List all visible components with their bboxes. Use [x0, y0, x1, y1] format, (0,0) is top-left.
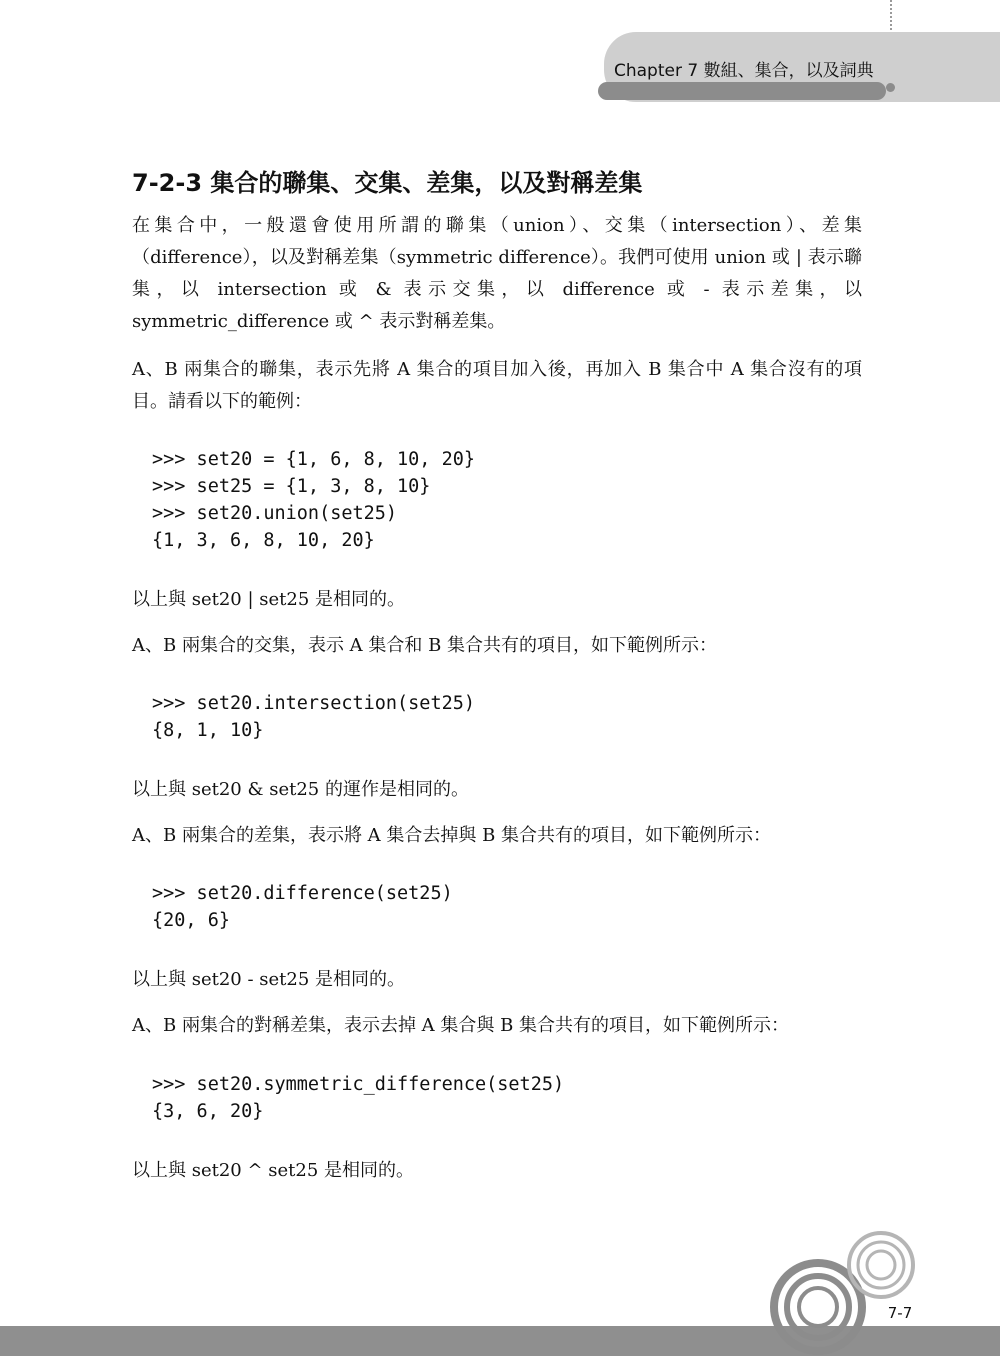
intersection-note: 以上與 set20 & set25 的運作是相同的。	[132, 779, 469, 800]
intersection-code-block: >>> set20.intersection(set25) {8, 1, 10}	[152, 693, 476, 741]
difference-description: A、B 兩集合的差集，表示將 A 集合去掉與 B 集合共有的項目，如下範例所示：	[132, 825, 772, 846]
intro-paragraph: 在集合中，一般還會使用所謂的聯集（union）、交集（intersection）、差集（difference），以及對稱差集（symmetric difference）。我們可使用 union 或 | 表示聯集，以 intersection 或 & 表示交集，以 difference 或 - 表示差集，以 symmetric_difference 或 ^ 表示對稱差集。	[132, 215, 862, 332]
chapter-title: Chapter 7 數組、集合，以及詞典	[614, 61, 874, 81]
union-note: 以上與 set20 | set25 是相同的。	[132, 589, 406, 610]
difference-note: 以上與 set20 - set25 是相同的。	[132, 969, 406, 990]
symmetric-difference-code-block: >>> set20.symmetric_difference(set25) {3, 6, 20}	[152, 1074, 565, 1122]
intersection-description: A、B 兩集合的交集，表示 A 集合和 B 集合共有的項目，如下範例所示：	[132, 635, 718, 656]
section-title: 7-2-3 集合的聯集、交集、差集，以及對稱差集	[132, 169, 643, 197]
difference-code-block: >>> set20.difference(set25) {20, 6}	[152, 883, 453, 931]
symmetric-difference-description: A、B 兩集合的對稱差集，表示去掉 A 集合與 B 集合共有的項目，如下範例所示：	[132, 1015, 790, 1036]
union-description: A、B 兩集合的聯集，表示先將 A 集合的項目加入後，再加入 B 集合中 A 集合沒有的項目。請看以下的範例：	[132, 359, 862, 412]
page-number: 7-7	[887, 1304, 913, 1322]
symmetric-difference-note: 以上與 set20 ^ set25 是相同的。	[132, 1160, 415, 1181]
union-code-block: >>> set20 = {1, 6, 8, 10, 20} >>> set25 = {1, 3, 8, 10} >>> set20.union(set25) {1, 3, 6, 8, 10, 20}	[152, 449, 476, 551]
